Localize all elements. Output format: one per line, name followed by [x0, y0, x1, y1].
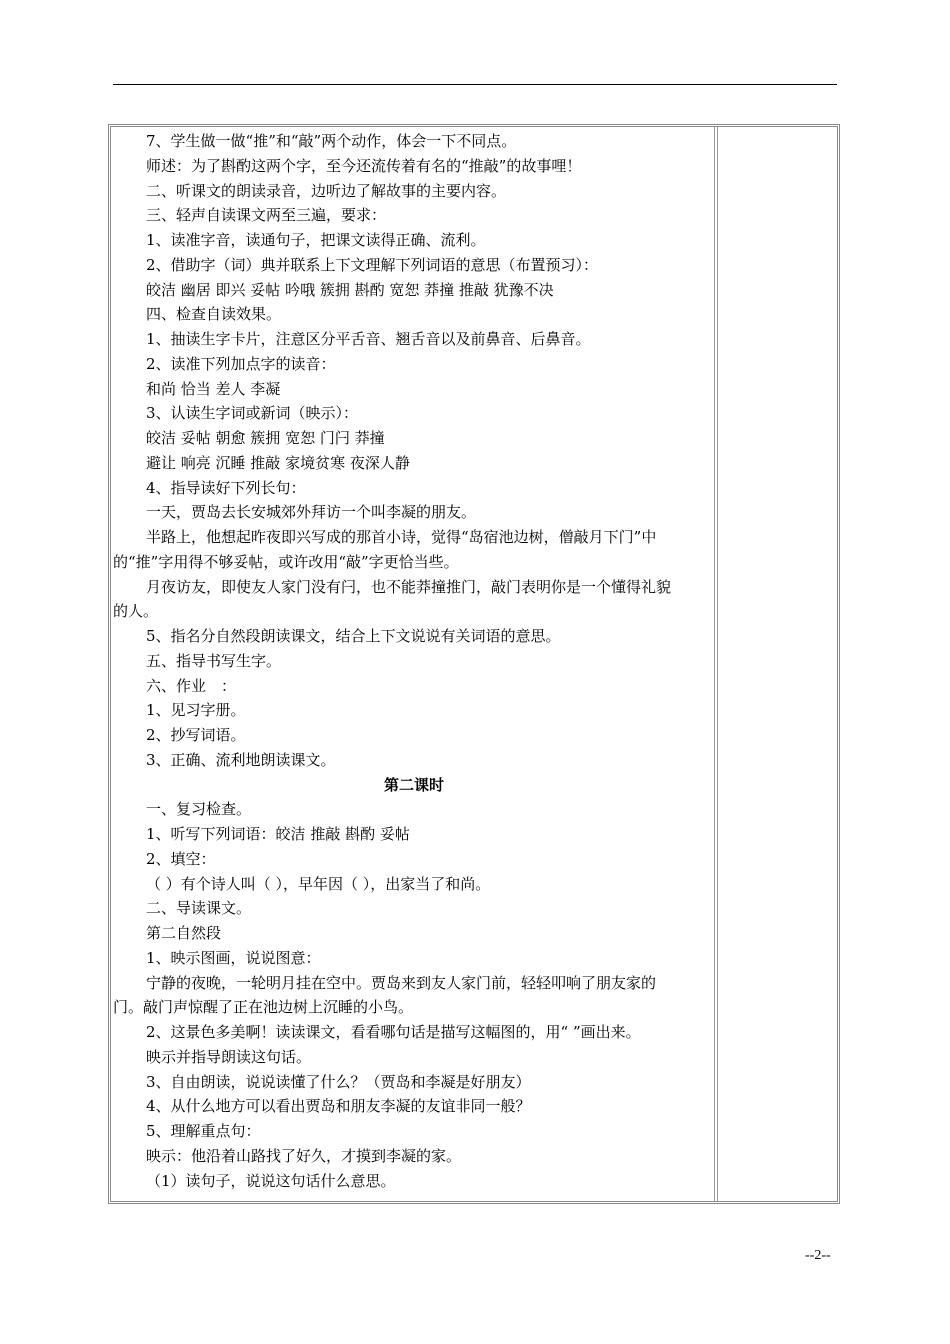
- section-heading: 第二课时: [383, 775, 444, 794]
- text-line: 六、作业 ：: [146, 676, 237, 695]
- lesson-content-cell: [113, 129, 715, 1193]
- text-line: （1）读句子，说说这句话什么意思。: [146, 1171, 396, 1190]
- text-line: 的人。: [113, 602, 159, 621]
- text-line: 皎洁 妥帖 朝愈 簇拥 宽恕 门闩 莽撞: [146, 429, 385, 447]
- text-line: 1、见习字册。: [146, 701, 246, 720]
- text-line: 2、填空：: [146, 849, 216, 868]
- text-line: 皎洁 幽居 即兴 妥帖 吟哦 簇拥 斟酌 宽恕 莽撞 推敲 犹豫不决: [146, 280, 554, 299]
- text-line: 映示并指导朗读这句话。: [146, 1047, 312, 1066]
- text-line: 半路上，他想起昨夜即兴写成的那首小诗，觉得“岛宿池边树，僧敲月下门”中: [146, 528, 657, 546]
- text-line: 4、指导读好下列长句：: [146, 478, 306, 497]
- text-line: 7、学生做一做“推”和“敲”两个动作，体会一下不同点。: [146, 132, 517, 150]
- text-line: 一、复习检查。: [146, 800, 252, 819]
- text-line: 2、借助字（词）典并联系上下文理解下列词语的意思（布置预习）：: [146, 255, 599, 274]
- text-line: 第二自然段: [146, 924, 222, 942]
- text-line: 二、听课文的朗读录音，边听边了解故事的主要内容。: [146, 181, 507, 200]
- text-line: 3、自由朗读，说说读懂了什么？（贾岛和李凝是好朋友）: [146, 1072, 531, 1091]
- text-line: 1、映示图画，说说图意：: [146, 948, 321, 967]
- text-line: 避让 响亮 沉睡 推敲 家境贫寒 夜深人静: [146, 453, 410, 472]
- text-line: 四、检查自读效果。: [146, 305, 282, 324]
- text-line: 二、导读课文。: [146, 899, 252, 918]
- header-rule: [113, 84, 837, 85]
- text-line: 1、听写下列词语：皎洁 推敲 斟酌 妥帖: [146, 825, 410, 843]
- text-line: 师述：为了斟酌这两个字，至今还流传着有名的“推敲”的故事哩！: [146, 156, 582, 175]
- text-line: 一天，贾岛去长安城郊外拜访一个叫李凝的朋友。: [146, 503, 477, 522]
- text-line: 2、这景色多美啊！读读课文，看看哪句话是描写这幅图的，用“ ”画出来。: [146, 1023, 641, 1041]
- text-line: 3、认读生字词或新词（映示）：: [146, 404, 359, 423]
- text-line: 月夜访友，即使友人家门没有闩，也不能莽撞推门，敲门表明你是一个懂得礼貌: [146, 577, 672, 596]
- text-line: 2、抄写词语。: [146, 726, 246, 744]
- text-line: 的“推”字用得不够妥帖，或许改用“敲”字更恰当些。: [113, 552, 459, 571]
- text-line: 映示：他沿着山路找了好久，才摸到李凝的家。: [146, 1146, 462, 1165]
- text-line: 4、从什么地方可以看出贾岛和朋友李凝的友谊非同一般？: [146, 1097, 531, 1116]
- text-line: 宁静的夜晚，一轮明月挂在空中。贾岛来到友人家门前，轻轻叩响了朋友家的: [146, 973, 657, 992]
- page-number: --2--: [805, 1248, 831, 1263]
- text-line: 五、指导书写生字。: [146, 651, 282, 670]
- text-line: 1、读准字音，读通句子，把课文读得正确、流利。: [146, 231, 486, 249]
- text-line: 5、指名分自然段朗读课文，结合上下文说说有关词语的意思。: [146, 627, 561, 645]
- text-line: 2、读准下列加点字的读音：: [146, 354, 336, 373]
- text-line: 1、抽读生字卡片，注意区分平舌音、翘舌音以及前鼻音、后鼻音。: [146, 330, 591, 348]
- text-line: 三、轻声自读课文两至三遍，要求：: [146, 206, 387, 225]
- text-line: 5、理解重点句：: [146, 1122, 261, 1140]
- text-line: （ ）有个诗人叫（ ），早年因（ ），出家当了和尚。: [146, 874, 491, 893]
- text-line: 门。敲门声惊醒了正在池边树上沉睡的小鸟。: [113, 998, 414, 1017]
- text-line: 和尚 恰当 差人 李凝: [146, 379, 281, 398]
- text-line: 3、正确、流利地朗读课文。: [146, 750, 336, 769]
